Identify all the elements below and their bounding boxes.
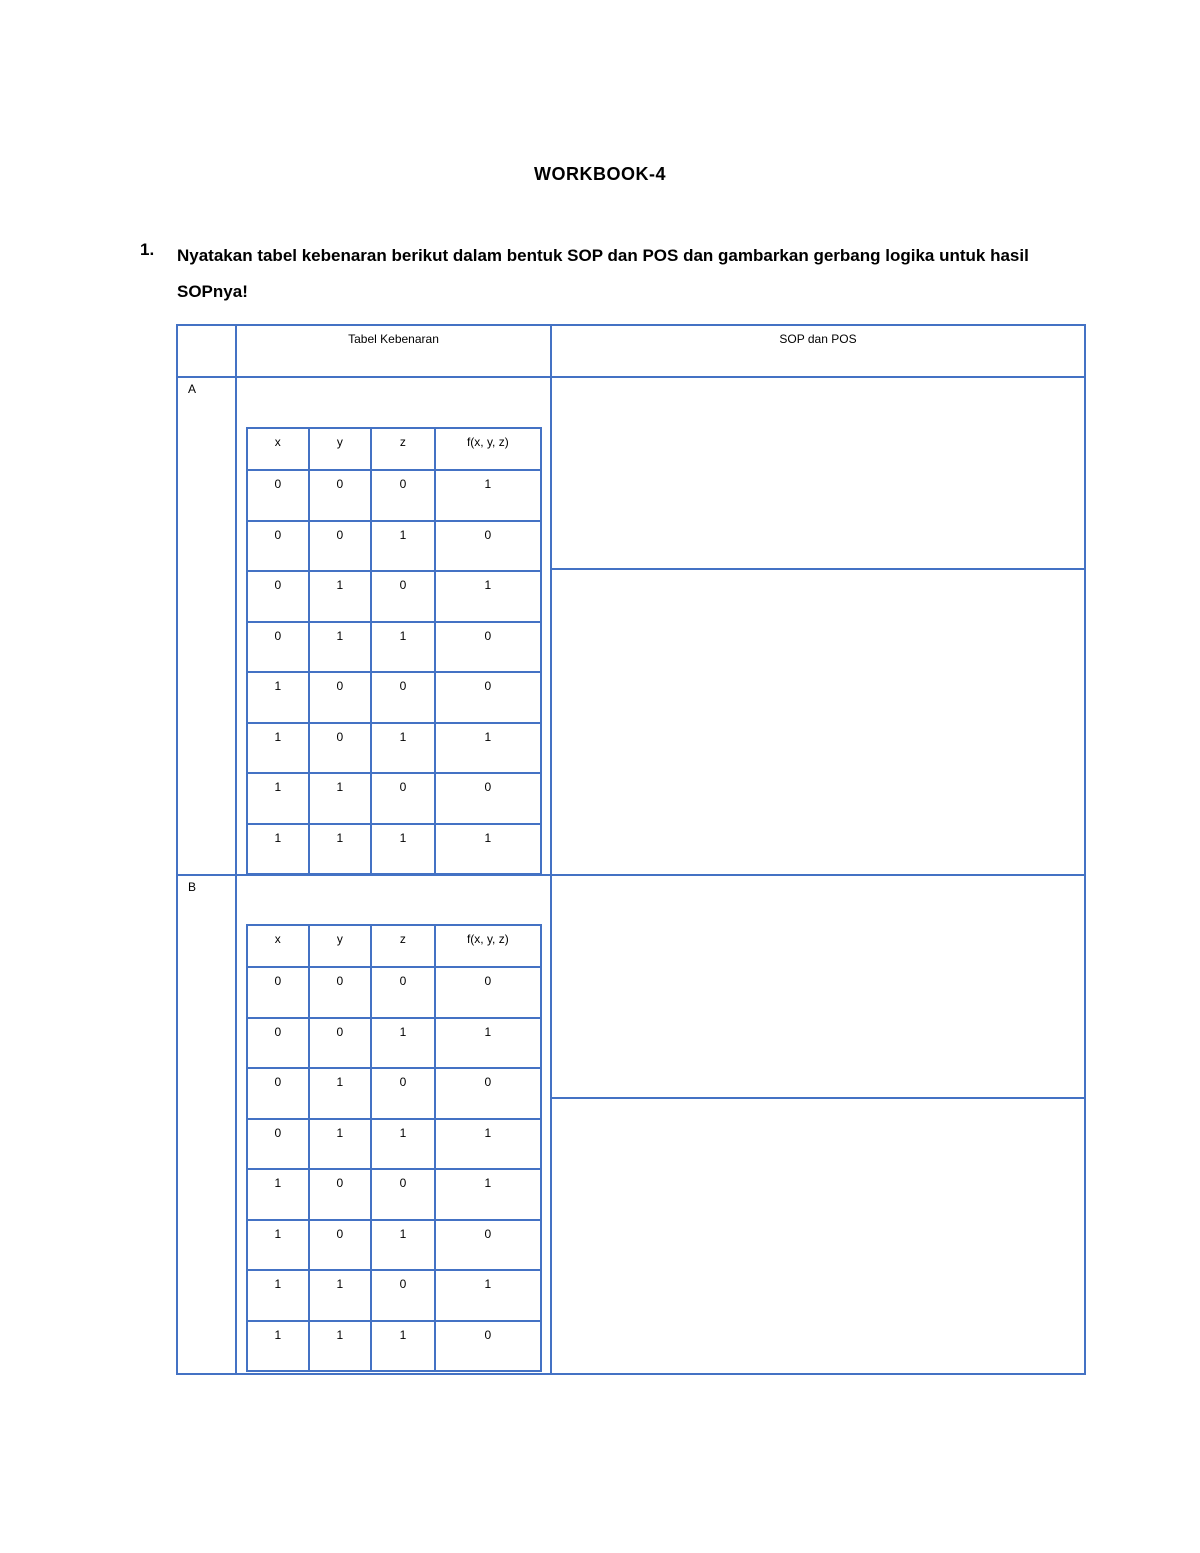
table-cell: 0 (435, 967, 541, 1018)
table-cell: 1 (371, 1119, 435, 1170)
table-cell: 1 (371, 521, 435, 572)
table-cell: 1 (309, 1270, 372, 1321)
table-cell: 1 (435, 1270, 541, 1321)
table-cell: 1 (435, 1169, 541, 1220)
table-cell: 0 (371, 1169, 435, 1220)
table-row (247, 1018, 541, 1069)
table-cell: 1 (247, 1169, 309, 1220)
table-cell: 1 (435, 723, 541, 774)
table-cell: 0 (435, 1321, 541, 1372)
table-cell: 1 (371, 1018, 435, 1069)
table-cell: 1 (309, 824, 372, 875)
table-cell: 0 (435, 1220, 541, 1271)
column-divider-truth (550, 326, 552, 1373)
column-header: x (247, 925, 309, 967)
table-cell: 0 (371, 672, 435, 723)
table-row (247, 1321, 541, 1372)
table-cell: 0 (309, 1220, 372, 1271)
table-cell: 0 (247, 1119, 309, 1170)
table-cell: 0 (435, 521, 541, 572)
column-header: y (309, 925, 372, 967)
table-cell: 1 (247, 672, 309, 723)
table-cell: 1 (309, 622, 372, 673)
table-row (247, 1169, 541, 1220)
table-cell: 1 (247, 1270, 309, 1321)
column-header: f(x, y, z) (435, 925, 541, 967)
question-number: 1. (140, 240, 155, 259)
table-row (247, 622, 541, 673)
table-row (247, 967, 541, 1018)
table-cell: 0 (435, 672, 541, 723)
question-text: Nyatakan tabel kebenaran berikut dalam bentuk SOP dan POS dan gambarkan gerbang logika untuk hasil SOPnya! (177, 246, 1029, 301)
table-row (247, 773, 541, 824)
table-cell: 0 (435, 773, 541, 824)
column-header: y (309, 428, 372, 470)
table-cell: 0 (371, 773, 435, 824)
table-cell: 0 (371, 470, 435, 521)
column-header: f(x, y, z) (435, 428, 541, 470)
table-cell: 0 (371, 571, 435, 622)
column-divider-label (235, 326, 237, 1373)
section-label-a: A (188, 382, 197, 396)
truth-table-header-row (247, 428, 541, 470)
column-header: x (247, 428, 309, 470)
table-cell: 0 (247, 967, 309, 1018)
table-cell: 1 (247, 1220, 309, 1271)
truth-table-header-row (247, 925, 541, 967)
table-cell: 0 (435, 1068, 541, 1119)
table-cell: 1 (435, 824, 541, 875)
table-cell: 0 (247, 470, 309, 521)
table-cell: 0 (247, 1018, 309, 1069)
table-row (247, 1270, 541, 1321)
table-cell: 0 (309, 521, 372, 572)
table-cell: 1 (371, 622, 435, 673)
table-cell: 0 (247, 1068, 309, 1119)
table-cell: 0 (309, 1169, 372, 1220)
table-cell: 1 (371, 824, 435, 875)
table-cell: 0 (309, 723, 372, 774)
table-cell: 0 (247, 571, 309, 622)
table-row (247, 571, 541, 622)
table-cell: 0 (309, 1018, 372, 1069)
sop-pos-divider-b (552, 1097, 1084, 1099)
table-row (247, 1119, 541, 1170)
table-row (247, 521, 541, 572)
table-cell: 0 (247, 622, 309, 673)
table-cell: 0 (371, 1270, 435, 1321)
table-cell: 1 (247, 773, 309, 824)
table-cell: 1 (309, 1068, 372, 1119)
section-label-b: B (188, 880, 197, 894)
table-cell: 1 (247, 1321, 309, 1372)
answer-table (176, 324, 1086, 1375)
table-cell: 0 (371, 1068, 435, 1119)
table-row (247, 1068, 541, 1119)
header-truth-table: Tabel Kebenaran (348, 332, 439, 346)
table-cell: 0 (371, 967, 435, 1018)
truth-table-a (246, 427, 542, 875)
table-cell: 1 (371, 723, 435, 774)
table-cell: 1 (435, 1119, 541, 1170)
table-row (247, 470, 541, 521)
table-row (247, 723, 541, 774)
table-cell: 0 (247, 521, 309, 572)
table-row (247, 672, 541, 723)
table-row (247, 824, 541, 875)
table-cell: 1 (309, 1321, 372, 1372)
table-cell: 1 (309, 1119, 372, 1170)
table-cell: 1 (371, 1321, 435, 1372)
table-cell: 1 (247, 824, 309, 875)
truth-table-b (246, 924, 542, 1372)
column-header: z (371, 925, 435, 967)
sop-pos-divider-a (552, 568, 1084, 570)
table-cell: 0 (309, 672, 372, 723)
table-cell: 1 (435, 470, 541, 521)
table-row (247, 1220, 541, 1271)
table-cell: 1 (435, 1018, 541, 1069)
table-cell: 1 (371, 1220, 435, 1271)
table-cell: 0 (435, 622, 541, 673)
page-title: WORKBOOK-4 (534, 164, 666, 184)
table-cell: 1 (247, 723, 309, 774)
row-divider-header (178, 376, 1084, 378)
table-cell: 0 (309, 470, 372, 521)
table-cell: 1 (309, 571, 372, 622)
table-cell: 0 (309, 967, 372, 1018)
table-cell: 1 (435, 571, 541, 622)
table-cell: 1 (309, 773, 372, 824)
header-sop-pos: SOP dan POS (779, 332, 857, 346)
column-header: z (371, 428, 435, 470)
